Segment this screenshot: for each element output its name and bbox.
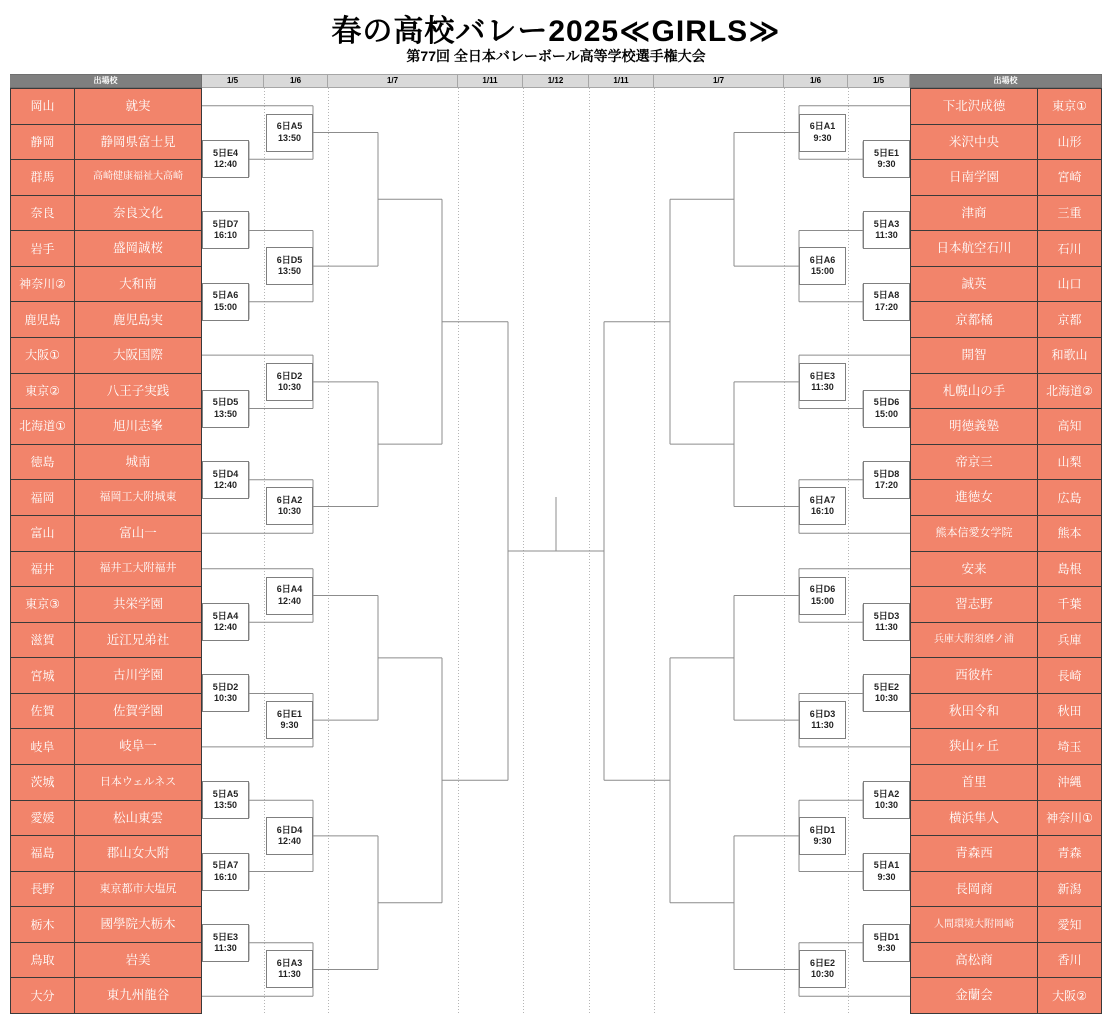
prefecture-cell: 三重	[1037, 196, 1101, 231]
table-row	[11, 89, 201, 125]
school-cell: 日本航空石川	[936, 241, 1012, 256]
prefecture-cell: 和歌山	[1037, 338, 1101, 373]
school-cell: 松山東雲	[112, 810, 163, 825]
table-row	[911, 231, 1101, 267]
date-column-header: 1/11	[458, 74, 523, 88]
match-label: 5日A2	[873, 789, 900, 800]
table-row	[11, 552, 201, 588]
match-label: 6日D1	[809, 824, 836, 835]
date-column-header: 1/7	[328, 74, 458, 88]
match-label: 5日A7	[212, 860, 239, 871]
match-time: 15:00	[810, 595, 835, 606]
match-box	[863, 211, 910, 249]
match-label: 6日A2	[276, 495, 303, 506]
match-label: 6日A5	[276, 121, 303, 132]
table-row	[911, 694, 1101, 730]
table-row	[11, 907, 201, 943]
match-time: 11:30	[214, 942, 237, 953]
date-column-header: 1/6	[264, 74, 328, 88]
school-cell: 帝京三	[955, 454, 993, 469]
table-row	[11, 338, 201, 374]
table-row	[11, 729, 201, 765]
table-row	[911, 338, 1101, 374]
match-box	[799, 817, 846, 855]
table-row	[911, 801, 1101, 837]
match-label: 5日D6	[873, 397, 900, 408]
match-label: 5日A4	[212, 610, 239, 621]
table-row	[911, 907, 1101, 943]
table-row	[11, 196, 201, 232]
match-box	[202, 853, 249, 891]
table-row	[911, 302, 1101, 338]
school-cell: 高松商	[955, 952, 993, 967]
prefecture-cell: 岐阜	[11, 729, 75, 764]
prefecture-cell: 宮崎	[1037, 160, 1101, 195]
prefecture-cell: 東京③	[11, 587, 75, 622]
match-time: 10:30	[874, 693, 899, 704]
table-row	[911, 267, 1101, 303]
date-column-header: 1/5	[848, 74, 910, 88]
table-row	[911, 552, 1101, 588]
match-label: 5日D5	[212, 397, 239, 408]
match-time: 10:30	[810, 969, 835, 980]
table-row	[11, 409, 201, 445]
prefecture-cell: 山形	[1037, 125, 1101, 160]
table-row	[11, 836, 201, 872]
school-cell: 静岡県富士見	[100, 134, 176, 149]
prefecture-cell: 北海道②	[1037, 374, 1101, 409]
participants-header: 出場校	[910, 74, 1102, 88]
match-box	[863, 461, 910, 499]
school-cell: 鹿児島実	[112, 312, 163, 327]
match-label: 6日E3	[809, 370, 835, 381]
prefecture-cell: 滋賀	[11, 623, 75, 658]
table-row	[911, 729, 1101, 765]
school-cell: 共栄学園	[112, 597, 163, 612]
match-time: 11:30	[278, 969, 301, 980]
school-cell: 京都橘	[955, 312, 993, 327]
match-label: 5日E2	[873, 682, 899, 693]
match-label: 6日D5	[276, 254, 303, 265]
prefecture-cell: 大分	[11, 978, 75, 1013]
match-box	[863, 140, 910, 178]
table-row	[911, 623, 1101, 659]
table-row	[11, 267, 201, 303]
prefecture-cell: 長野	[11, 872, 75, 907]
table-row	[911, 196, 1101, 232]
table-row	[911, 978, 1101, 1013]
table-row	[911, 658, 1101, 694]
match-time: 11:30	[875, 622, 898, 633]
school-cell: 東京都市大塩尻	[99, 882, 177, 895]
school-cell: 秋田令和	[948, 703, 999, 718]
prefecture-cell: 熊本	[1037, 516, 1101, 551]
school-cell: 札幌山の手	[942, 383, 1006, 398]
school-cell: 熊本信愛女学院	[935, 526, 1013, 539]
match-time: 13:50	[213, 800, 238, 811]
school-cell: 八王子実践	[106, 383, 170, 398]
match-time: 15:00	[810, 266, 835, 277]
prefecture-cell: 奈良	[11, 196, 75, 231]
match-label: 5日A1	[873, 860, 900, 871]
prefecture-cell: 愛知	[1037, 907, 1101, 942]
match-box	[266, 487, 313, 525]
match-box	[863, 390, 910, 428]
school-cell: 盛岡誠桜	[112, 241, 163, 256]
prefecture-cell: 群馬	[11, 160, 75, 195]
school-cell: 城南	[125, 454, 151, 469]
table-row	[11, 978, 201, 1013]
school-cell: 開智	[961, 348, 987, 363]
prefecture-cell: 広島	[1037, 480, 1101, 515]
table-row	[911, 516, 1101, 552]
match-box	[202, 781, 249, 819]
school-cell: 岐阜一	[119, 739, 157, 754]
match-box	[799, 247, 846, 285]
school-cell: 誠英	[961, 276, 987, 291]
table-row	[911, 374, 1101, 410]
school-cell: 青森西	[955, 846, 993, 861]
page-subtitle: 第77回 全日本バレーボール高等学校選手権大会	[406, 48, 706, 64]
table-row	[911, 872, 1101, 908]
match-time: 11:30	[811, 720, 834, 731]
match-time: 13:50	[277, 266, 302, 277]
match-time: 13:50	[277, 132, 302, 143]
match-label: 6日D4	[276, 824, 303, 835]
match-label: 5日E4	[212, 147, 238, 158]
match-time: 15:00	[213, 301, 238, 312]
table-row	[911, 587, 1101, 623]
match-label: 5日D8	[873, 468, 900, 479]
match-time: 17:20	[874, 479, 899, 490]
school-cell: 人間環境大附岡崎	[934, 918, 1014, 930]
match-label: 6日A7	[809, 495, 836, 506]
school-cell: 就実	[125, 99, 151, 114]
school-cell: 奈良文化	[112, 205, 163, 220]
school-cell: 古川学園	[112, 668, 163, 683]
prefecture-cell: 宮城	[11, 658, 75, 693]
match-box	[863, 603, 910, 641]
school-cell: 津商	[961, 205, 987, 220]
match-box	[799, 701, 846, 739]
match-time: 12:40	[213, 622, 238, 633]
match-box	[799, 363, 846, 401]
match-label: 5日E3	[212, 931, 238, 942]
school-cell: 長岡商	[955, 881, 993, 896]
match-label: 6日A6	[809, 254, 836, 265]
match-box	[799, 950, 846, 988]
match-time: 16:10	[213, 871, 238, 882]
match-time: 9:30	[877, 871, 896, 882]
match-label: 6日E2	[809, 958, 835, 969]
prefecture-cell: 岩手	[11, 231, 75, 266]
match-time: 12:40	[213, 479, 238, 490]
match-box	[799, 487, 846, 525]
school-cell: 岩美	[125, 952, 151, 967]
match-label: 6日D2	[276, 370, 303, 381]
school-cell: 金蘭会	[955, 988, 993, 1003]
match-label: 5日A8	[873, 290, 900, 301]
prefecture-cell: 大阪①	[11, 338, 75, 373]
left-participants-table	[10, 88, 202, 1014]
table-row	[11, 658, 201, 694]
school-cell: 東九州龍谷	[106, 988, 170, 1003]
table-row	[11, 160, 201, 196]
match-box	[202, 211, 249, 249]
match-time: 9:30	[280, 720, 299, 731]
prefecture-cell: 長崎	[1037, 658, 1101, 693]
prefecture-cell: 福井	[11, 552, 75, 587]
match-time: 10:30	[277, 381, 302, 392]
match-box	[202, 461, 249, 499]
match-time: 12:40	[213, 159, 238, 170]
table-row	[11, 302, 201, 338]
table-row	[911, 836, 1101, 872]
prefecture-cell: 福岡	[11, 480, 75, 515]
match-box	[202, 283, 249, 321]
match-time: 9:30	[877, 942, 896, 953]
match-time: 15:00	[874, 408, 899, 419]
table-row	[911, 765, 1101, 801]
prefecture-cell: 兵庫	[1037, 623, 1101, 658]
school-cell: 首里	[961, 775, 987, 790]
match-time: 10:30	[277, 506, 302, 517]
match-label: 5日D3	[873, 610, 900, 621]
match-label: 5日D7	[212, 219, 239, 230]
match-label: 5日A5	[212, 789, 239, 800]
match-label: 6日A1	[809, 121, 836, 132]
participants-header: 出場校	[10, 74, 202, 88]
table-row	[11, 374, 201, 410]
school-cell: 國學院大栃木	[100, 917, 176, 932]
table-row	[11, 445, 201, 481]
match-time: 9:30	[813, 132, 832, 143]
school-cell: 西彼杵	[955, 668, 993, 683]
table-row	[911, 445, 1101, 481]
prefecture-cell: 香川	[1037, 943, 1101, 978]
table-row	[11, 765, 201, 801]
prefecture-cell: 佐賀	[11, 694, 75, 729]
table-row	[11, 623, 201, 659]
match-box	[863, 674, 910, 712]
prefecture-cell: 愛媛	[11, 801, 75, 836]
school-cell: 横浜隼人	[948, 810, 999, 825]
match-time: 16:10	[810, 506, 835, 517]
table-row	[11, 231, 201, 267]
school-cell: 大和南	[119, 276, 157, 291]
date-column-header: 1/12	[523, 74, 589, 88]
school-cell: 高崎健康福祉大高崎	[93, 171, 183, 183]
prefecture-cell: 石川	[1037, 231, 1101, 266]
match-label: 5日D2	[212, 682, 239, 693]
prefecture-cell: 山梨	[1037, 445, 1101, 480]
table-row	[911, 89, 1101, 125]
match-time: 9:30	[877, 159, 896, 170]
match-label: 5日A6	[212, 290, 239, 301]
match-label: 6日D6	[809, 584, 836, 595]
prefecture-cell: 大阪②	[1037, 978, 1101, 1013]
match-box	[202, 140, 249, 178]
date-column-header: 1/11	[589, 74, 654, 88]
match-box	[202, 603, 249, 641]
table-row	[11, 694, 201, 730]
table-row	[911, 480, 1101, 516]
prefecture-cell: 高知	[1037, 409, 1101, 444]
page-title: 春の高校バレー2025≪GIRLS≫	[331, 15, 781, 48]
match-box	[202, 390, 249, 428]
match-box	[863, 283, 910, 321]
prefecture-cell: 栃木	[11, 907, 75, 942]
match-label: 6日A3	[276, 958, 303, 969]
school-cell: 佐賀学園	[112, 703, 163, 718]
match-box	[266, 817, 313, 855]
school-cell: 日本ウェルネス	[99, 775, 177, 788]
match-time: 9:30	[813, 835, 832, 846]
match-time: 13:50	[213, 408, 238, 419]
match-label: 5日A3	[873, 219, 900, 230]
prefecture-cell: 鹿児島	[11, 302, 75, 337]
match-time: 16:10	[213, 230, 238, 241]
match-box	[266, 114, 313, 152]
table-row	[11, 587, 201, 623]
table-row	[11, 516, 201, 552]
school-cell: 狭山ヶ丘	[948, 739, 999, 754]
prefecture-cell: 東京②	[11, 374, 75, 409]
table-row	[11, 801, 201, 837]
table-row	[911, 943, 1101, 979]
right-participants-table	[910, 88, 1102, 1014]
prefecture-cell: 富山	[11, 516, 75, 551]
prefecture-cell: 京都	[1037, 302, 1101, 337]
school-cell: 米沢中央	[948, 134, 999, 149]
prefecture-cell: 千葉	[1037, 587, 1101, 622]
school-cell: 兵庫大附須磨ノ浦	[934, 633, 1014, 645]
match-box	[266, 950, 313, 988]
match-label: 5日D4	[212, 468, 239, 479]
school-cell: 明徳義塾	[948, 419, 999, 434]
match-label: 6日E1	[276, 708, 302, 719]
school-cell: 安来	[961, 561, 987, 576]
match-box	[863, 781, 910, 819]
school-cell: 旭川志峯	[112, 419, 163, 434]
match-box	[863, 853, 910, 891]
match-box	[863, 924, 910, 962]
date-column-header: 1/7	[654, 74, 784, 88]
match-box	[266, 701, 313, 739]
prefecture-cell: 島根	[1037, 552, 1101, 587]
table-row	[911, 409, 1101, 445]
match-time: 11:30	[811, 381, 834, 392]
match-label: 5日D1	[873, 931, 900, 942]
table-row	[11, 872, 201, 908]
school-cell: 福井工大附福井	[99, 562, 177, 575]
prefecture-cell: 青森	[1037, 836, 1101, 871]
table-row	[911, 125, 1101, 161]
match-time: 10:30	[213, 693, 238, 704]
prefecture-cell: 新潟	[1037, 872, 1101, 907]
prefecture-cell: 神奈川②	[11, 267, 75, 302]
prefecture-cell: 東京①	[1037, 89, 1101, 124]
prefecture-cell: 静岡	[11, 125, 75, 160]
school-cell: 下北沢成徳	[942, 99, 1006, 114]
school-cell: 郡山女大附	[106, 846, 170, 861]
match-label: 6日A4	[276, 584, 303, 595]
table-row	[11, 125, 201, 161]
prefecture-cell: 山口	[1037, 267, 1101, 302]
prefecture-cell: 鳥取	[11, 943, 75, 978]
match-box	[266, 363, 313, 401]
school-cell: 習志野	[955, 597, 993, 612]
prefecture-cell: 秋田	[1037, 694, 1101, 729]
date-column-header: 1/5	[202, 74, 264, 88]
school-cell: 近江兄弟社	[106, 632, 170, 647]
match-time: 12:40	[277, 595, 302, 606]
table-row	[11, 943, 201, 979]
prefecture-cell: 徳島	[11, 445, 75, 480]
prefecture-cell: 沖縄	[1037, 765, 1101, 800]
prefecture-cell: 福島	[11, 836, 75, 871]
match-time: 10:30	[874, 800, 899, 811]
prefecture-cell: 岡山	[11, 89, 75, 124]
prefecture-cell: 埼玉	[1037, 729, 1101, 764]
prefecture-cell: 神奈川①	[1037, 801, 1101, 836]
match-box	[799, 577, 846, 615]
match-time: 11:30	[875, 230, 898, 241]
prefecture-cell: 北海道①	[11, 409, 75, 444]
match-box	[202, 924, 249, 962]
match-box	[266, 577, 313, 615]
table-row	[11, 480, 201, 516]
school-cell: 福岡工大附城東	[99, 491, 177, 504]
school-cell: 富山一	[119, 525, 157, 540]
date-column-header: 1/6	[784, 74, 848, 88]
school-cell: 日南学園	[948, 170, 999, 185]
match-box	[799, 114, 846, 152]
school-cell: 進徳女	[955, 490, 993, 505]
match-box	[202, 674, 249, 712]
match-time: 17:20	[874, 301, 899, 312]
match-label: 5日E1	[873, 147, 899, 158]
match-time: 12:40	[277, 835, 302, 846]
school-cell: 大阪国際	[112, 348, 163, 363]
table-row	[911, 160, 1101, 196]
prefecture-cell: 茨城	[11, 765, 75, 800]
match-label: 6日D3	[809, 708, 836, 719]
match-box	[266, 247, 313, 285]
